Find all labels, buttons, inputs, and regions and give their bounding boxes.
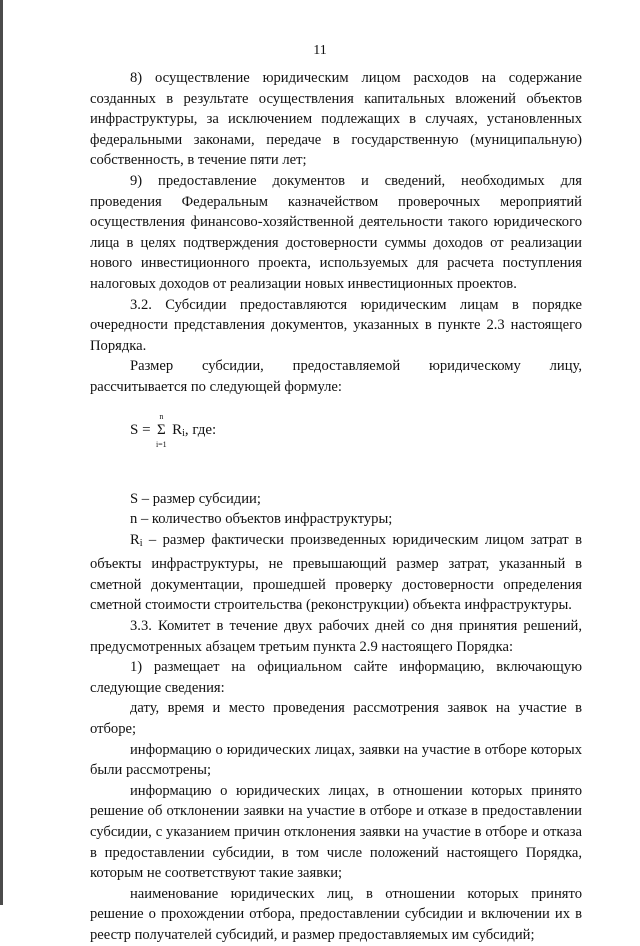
formula-suffix: , где: bbox=[184, 421, 217, 438]
info-reviewed-applicants: информацию о юридических лицах, заявки на участие в отборе которых были рассмотрены; bbox=[90, 741, 582, 779]
sigma-glyph: Σ bbox=[156, 421, 166, 438]
scan-left-edge bbox=[0, 0, 3, 905]
subsidy-formula bbox=[90, 398, 582, 468]
paragraph-3-2: 3.2. Субсидии предоставляются юридическим лицам в порядке очередности представления документов, указанных в пункте 2.3 настоящего Порядка. bbox=[90, 296, 582, 354]
ri-symbol: R bbox=[130, 531, 140, 548]
info-date-time-place: дату, время и место проведения рассмотрения заявок на участие в отборе; bbox=[90, 700, 582, 738]
page-number: 11 bbox=[313, 43, 327, 58]
paragraph-3-3-item-1: 1) размещает на официальном сайте информацию, включающую следующие сведения: bbox=[90, 659, 582, 696]
sum-lower-limit: i=1 bbox=[155, 439, 167, 449]
ri-subscript: i bbox=[139, 537, 143, 549]
formula-expression bbox=[130, 411, 217, 449]
ri-definition-text: – размер фактически произведенных юридическим лицом затрат в объекты инфраструктуры, не превышающий размер затрат, указанный в сметной документации, прошедшей проверку достоверности определения сметной стоимости строительства (реконструкции) объекта инфраструктуры. bbox=[90, 531, 582, 614]
info-rejected-applicants: информацию о юридических лицах, в отношении которых принято решение об отклонении заявки на участие в отборе и отказе в предоставлении субсидии, с указанием причин отклонения заявки на участие в отборе и отказа в предоставлении субсидии, в том числе положений настоящего Порядка, которым не соответствуют такие заявки; bbox=[90, 782, 582, 882]
paragraph-3-3: 3.3. Комитет в течение двух рабочих дней со дня принятия решений, предусмотренных абзацем третьим пункта 2.9 настоящего Порядка: bbox=[90, 618, 582, 655]
definition-ri bbox=[90, 530, 582, 616]
sum-symbol bbox=[154, 411, 168, 449]
definition-n: n – количество объектов инфраструктуры; bbox=[130, 511, 393, 528]
document-body bbox=[90, 68, 582, 946]
info-approved-recipients: наименование юридических лиц, в отношении которых принято решение о прохождении отбора, предоставлении субсидии и включении их в реестр получателей субсидий, и размер предоставляемых им субсидий; bbox=[90, 885, 582, 943]
paragraph-item-9: 9) предоставление документов и сведений, необходимых для проведения Федеральным казначейством проверочных мероприятий осуществления финансово-хозяйственной деятельности такого юридического лица в целях подтверждения достоверности суммы доходов от реализации нового инвестиционного проекта, используемых для расчета поступления налоговых доходов от реализации новых инвестиционных проектов. bbox=[90, 172, 582, 292]
spacer bbox=[90, 468, 582, 489]
paragraph-item-8: 8) осуществление юридическим лицом расходов на содержание созданных в результате осуществления капитальных вложений объектов инфраструктуры, за исключением подлежащих в случаях, установленных федеральными законами, передаче в государственную (муниципальную) собственность, в течение пяти лет; bbox=[90, 70, 582, 169]
formula-term: R bbox=[172, 421, 183, 438]
formula-lhs: S = bbox=[130, 421, 151, 438]
formula-term-subscript: i bbox=[182, 427, 185, 439]
definition-s: S – размер субсидии; bbox=[130, 490, 261, 507]
paragraph-formula-intro: Размер субсидии, предоставляемой юридическому лицу, рассчитывается по следующей формуле: bbox=[90, 358, 582, 395]
sum-upper-limit: n bbox=[159, 411, 164, 421]
